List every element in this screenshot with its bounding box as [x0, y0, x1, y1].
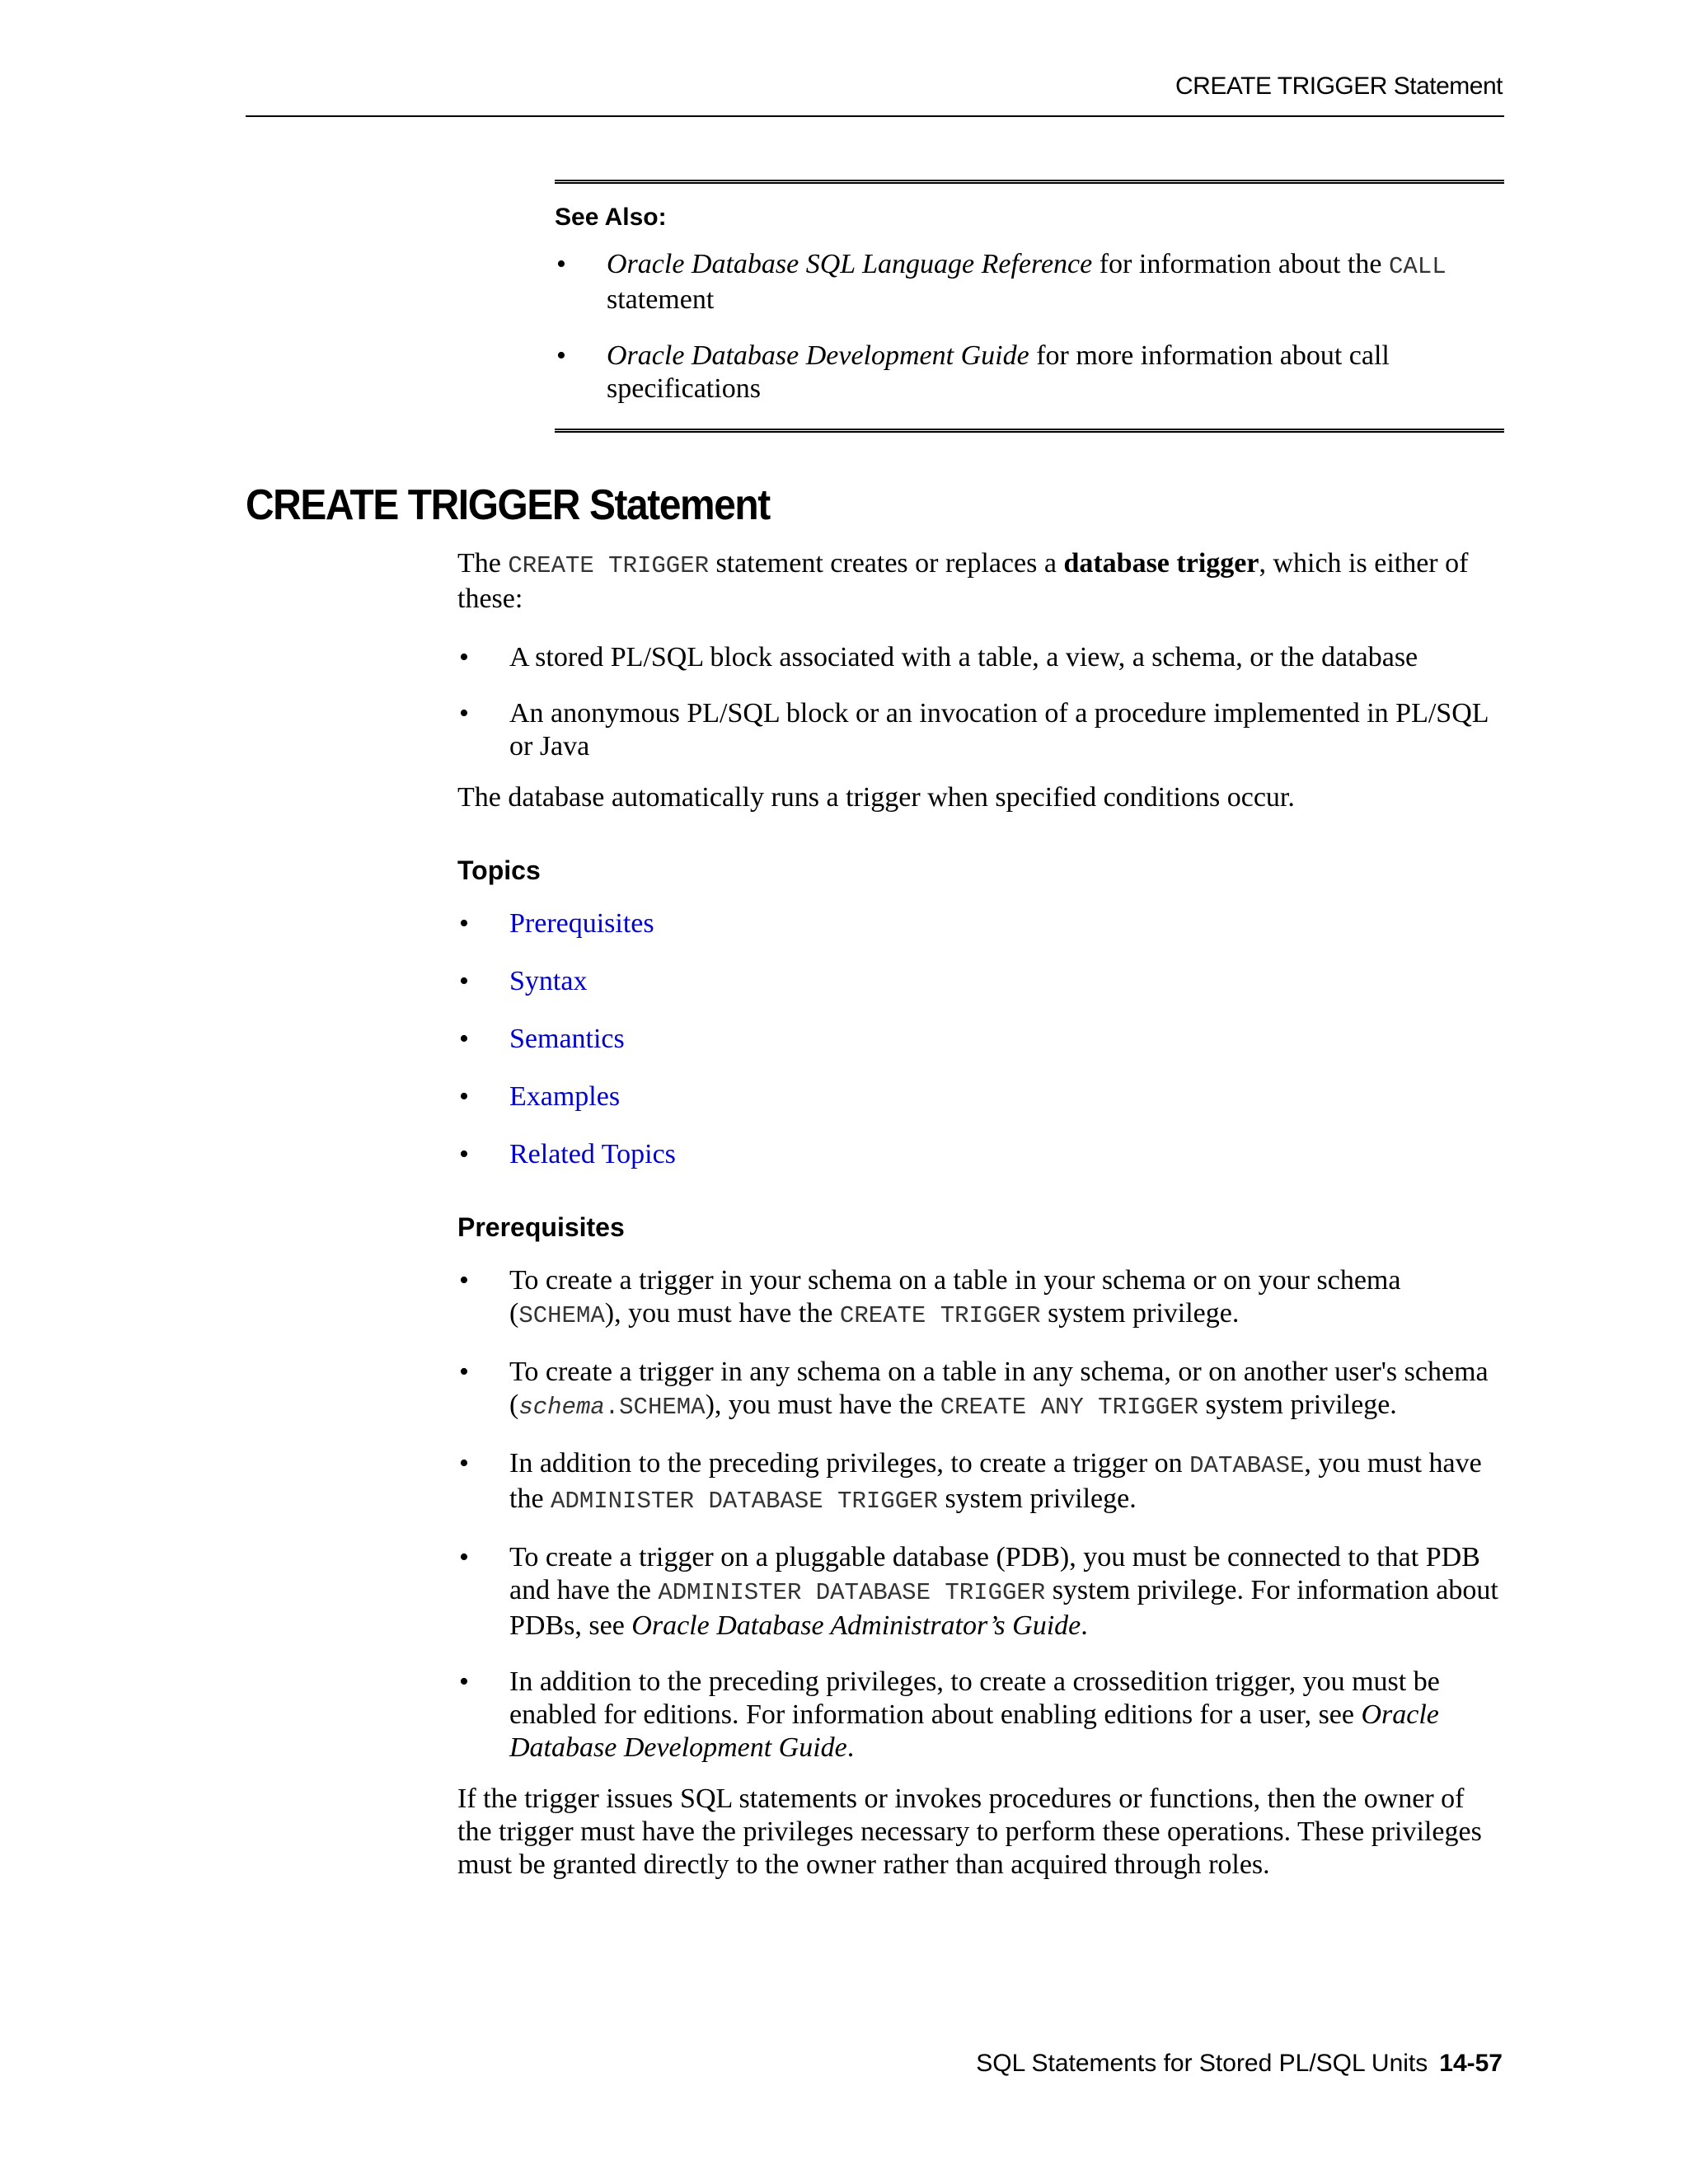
code-call: CALL [1388, 253, 1447, 280]
topic-link-prerequisites[interactable]: Prerequisites [509, 908, 654, 939]
list-item: • An anonymous PL/SQL block or an invocation of a procedure implemented in PL/SQL or Java [457, 697, 1504, 763]
page-title: CREATE TRIGGER Statement [246, 481, 770, 529]
topic-link-syntax[interactable]: Syntax [509, 966, 588, 996]
topic-link-examples[interactable]: Examples [509, 1081, 621, 1112]
list-item: • In addition to the preceding privileges, to create a trigger on DATABASE, you must have the ADMINISTER DATABASE TRIGGER system privilege. [457, 1447, 1504, 1518]
prerequisites-heading: Prerequisites [457, 1212, 625, 1242]
list-item: • To create a trigger in any schema on a table in any schema, or on another user's schema (schema.SCHEMA), you must have the CREATE ANY TRIGGER system privilege. [457, 1356, 1504, 1424]
intro-paragraph: The CREATE TRIGGER statement creates or replaces a database trigger, which is either of these: [457, 548, 1469, 614]
see-also-list [555, 248, 1504, 405]
book-reference: Oracle Database SQL Language Reference [607, 249, 1093, 279]
list-item: • A stored PL/SQL block associated with a table, a view, a schema, or the database [457, 641, 1504, 674]
book-reference: Oracle Database Development Guide [607, 340, 1029, 371]
running-header: CREATE TRIGGER Statement [1175, 73, 1503, 100]
see-also-item: • Oracle Database SQL Language Reference for information about the CALL statement [555, 248, 1504, 316]
book-reference: Oracle Database Administrator’s Guide [631, 1610, 1081, 1641]
topic-link-related-topics[interactable]: Related Topics [509, 1139, 676, 1169]
main-content [457, 547, 1504, 1882]
intro-after: The database automatically runs a trigger when specified conditions occur. [457, 782, 1295, 813]
topic-link-semantics[interactable]: Semantics [509, 1024, 625, 1054]
list-item: • To create a trigger in your schema on a table in your schema or on your schema (SCHEMA), you must have the CREATE TRIGGER system privilege. [457, 1264, 1504, 1333]
header-rule [246, 115, 1504, 117]
see-also-item: • Oracle Database Development Guide for more information about call specifications [555, 340, 1504, 405]
page-number: 14-57 [1439, 2050, 1503, 2077]
topics-heading: Topics [457, 855, 541, 885]
closing-paragraph: If the trigger issues SQL statements or invokes procedures or functions, then the owner of the trigger must have the privileges necessary to perform these operations. These privileges must be granted directly to the owner rather than acquired through roles. [457, 1783, 1482, 1880]
prerequisites-list [457, 1264, 1504, 1765]
topics-list [457, 907, 1504, 1171]
see-also-box [555, 180, 1504, 433]
see-also-title: See Also: [555, 204, 667, 231]
intro-list [457, 641, 1504, 763]
page-footer [976, 2050, 1503, 2078]
book-reference: Oracle Database Development Guide [509, 1699, 1439, 1763]
list-item: • In addition to the preceding privileges, to create a crossedition trigger, you must be enabled for editions. For information about enabling editions for a user, see Oracle Database Development Guide. [457, 1666, 1504, 1765]
list-item: • To create a trigger on a pluggable database (PDB), you must be connected to that PDB and have the ADMINISTER DATABASE TRIGGER system privilege. For information about PDBs, see Oracle Database Administrator’s Guide. [457, 1541, 1504, 1643]
footer-section: SQL Statements for Stored PL/SQL Units [976, 2050, 1428, 2077]
